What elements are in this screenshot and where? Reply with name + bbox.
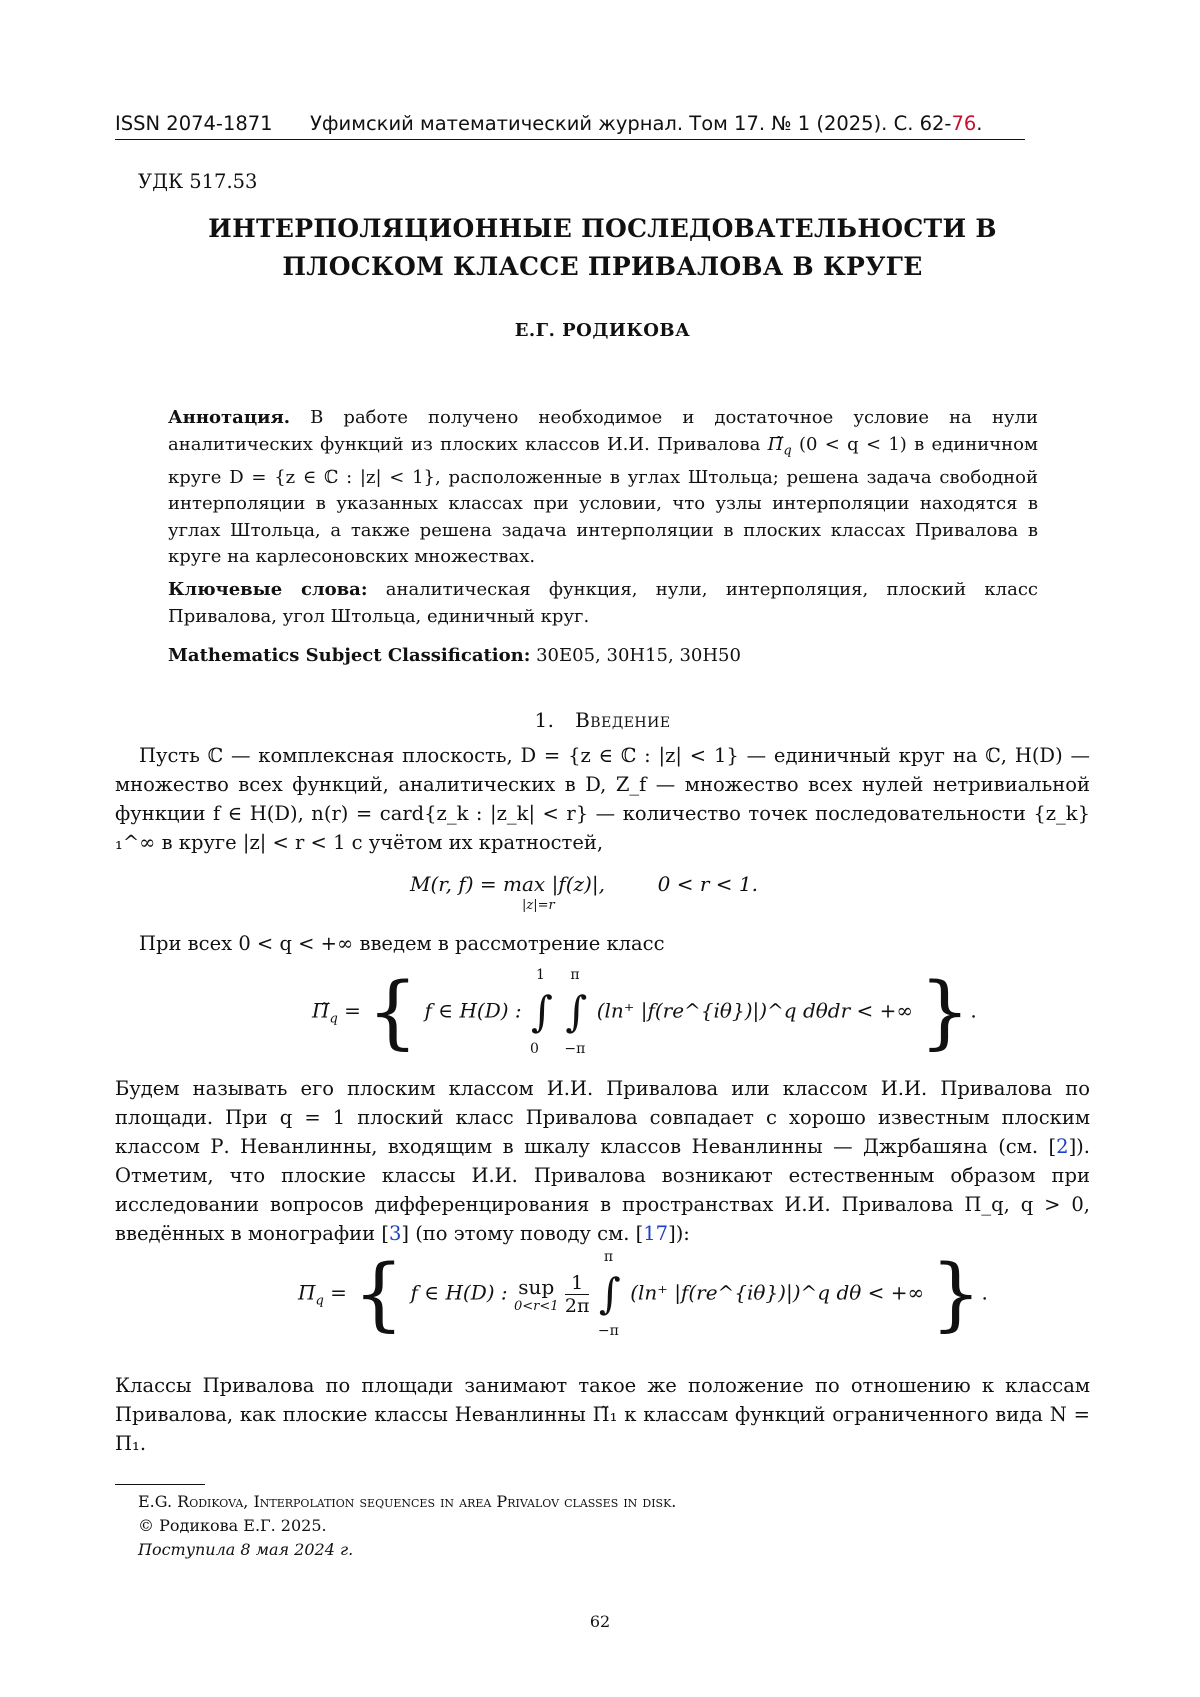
integral-sign: ∫ π −π: [597, 1249, 621, 1339]
sup-operator: sup 0<r<1: [514, 1274, 559, 1314]
running-header: [115, 112, 1025, 140]
section-number: 1.: [534, 708, 555, 732]
right-brace: }: [919, 965, 971, 1058]
abstract-text-b: (0 < q < 1) в единичном круге D = {z ∈ ℂ : |z| < 1}, расположенные в углах Штольца; решена задача свободной интерполяции в указанных классах при условии, что узлы интерполяции находятся в углах Штольца, а также решена задача интерполяции в плоских классах Привалова в круге на карлесоновских множествах.: [168, 433, 1039, 568]
integral-sign-theta: ∫ π −π: [564, 967, 588, 1057]
footnote-divider: [115, 1484, 205, 1485]
left-brace: {: [353, 1247, 405, 1340]
section-heading: [115, 708, 1090, 732]
intro-paragraph-3: Будем называть его плоским классом И.И. Привалова или классом И.И. Привалова по площади. При q = 1 плоский класс Привалова совпадает с хорошо известным плоским классом Р. Неванлинны, входящим в шкалу классов Неванлинны — Джрбашяна (см. [2]). Отметим, что плоские классы И.И. Привалова возникают естественным образом при исследовании вопросов дифференцирования в пространствах И.И. Привалова Π_q, q > 0, введённых в монографии [3] (по этому поводу см. [17]):: [115, 1077, 1090, 1245]
intro-paragraph-1: Пусть ℂ — комплексная плоскость, D = {z ∈ ℂ : |z| < 1} — единичный круг на ℂ, H(D) — множество всех функций, аналитических в D, Z_f — множество всех нулей нетривиальной функции f ∈ H(D), n(r) = card{z_k : |z_k| < r} — количество точек последовательности {z_k}₁^∞ в круге |z| < r < 1 с учётом их кратностей,: [115, 744, 1090, 854]
msc-codes: 30E05, 30H15, 30H50: [536, 645, 741, 666]
last-page-link[interactable]: 76: [951, 112, 977, 135]
abstract-symbol: $\Pĩ_q$: [767, 433, 792, 459]
header-period: .: [976, 112, 983, 135]
udk-code: УДК 517.53: [138, 170, 258, 193]
footnote-english-title: E.G. Rodikova, Interpolation sequences in area Privalov classes in disk.: [138, 1492, 677, 1511]
integral-sign-r: ∫ 1 0: [530, 967, 553, 1057]
issn: ISSN 2074-1871: [115, 112, 273, 135]
formula-max-subscript: |z|=r: [522, 898, 555, 913]
citation-3[interactable]: 3: [388, 1222, 402, 1245]
abstract: [168, 405, 1038, 571]
msc-label: Mathematics Subject Classification:: [168, 645, 531, 666]
right-brace: }: [930, 1247, 982, 1340]
citation-2[interactable]: 2: [1056, 1135, 1069, 1158]
section-title: Введение: [575, 708, 671, 732]
page-number: 62: [589, 1612, 611, 1631]
intro-paragraph-2: При всех 0 < q < +∞ введем в рассмотрение класс: [139, 932, 665, 955]
keywords: [168, 577, 1038, 630]
footnote-received: Поступила 8 мая 2024 г.: [138, 1540, 354, 1559]
formula-area-privalov-class: $\Pĩ_q$ = { f ∈ H(D) : ∫ 1 0 ∫ π −π (ln⁺ |f(re^{iθ})|)^q dθdr < +∞ }.: [312, 965, 977, 1058]
footnote-copyright: © Родикова Е.Г. 2025.: [138, 1516, 327, 1535]
intro-paragraph-4: Классы Привалова по площади занимают такое же положение по отношению к классам Привалова, как плоские классы Неванлинны Π̃₁ к классам функций ограниченного вида N = Π₁.: [115, 1374, 1090, 1455]
left-brace: {: [367, 965, 419, 1058]
citation-17[interactable]: 17: [643, 1222, 669, 1245]
title-line-2: ПЛОСКОМ КЛАССЕ ПРИВАЛОВА В КРУГЕ: [282, 252, 923, 281]
paper-title: [115, 210, 1090, 286]
keywords-text: аналитическая функция, нули, интерполяция, плоский класс Привалова, угол Штольца, единичный круг.: [168, 579, 1038, 627]
formula-max-modulus: M(r, f) = max |f(z)|, 0 < r < 1. |z|=r: [410, 872, 758, 913]
formula-privalov-class: $\Pi_q$ = { f ∈ H(D) : sup 0<r<1 $\frac{1}{2\pi}$ ∫ π −π (ln⁺ |f(re^{iθ})|)^q dθ < +∞ }.: [298, 1247, 988, 1340]
author: Е.Г. РОДИКОВА: [514, 320, 691, 341]
msc-classification: [168, 643, 1038, 670]
fraction-one-over-two-pi: $\frac{1}{2\pi}$: [564, 1271, 590, 1317]
title-line-1: ИНТЕРПОЛЯЦИОННЫЕ ПОСЛЕДОВАТЕЛЬНОСТИ В: [208, 214, 997, 243]
abstract-text-a: В работе получено необходимое и достаточное условие на нули аналитических функций из плоских классов И.И. Привалова: [168, 407, 1038, 455]
abstract-label: Аннотация.: [168, 407, 291, 428]
journal-reference: Уфимский математический журнал. Том 17. № 1 (2025). С. 62-: [310, 112, 952, 135]
keywords-label: Ключевые слова:: [168, 579, 368, 600]
